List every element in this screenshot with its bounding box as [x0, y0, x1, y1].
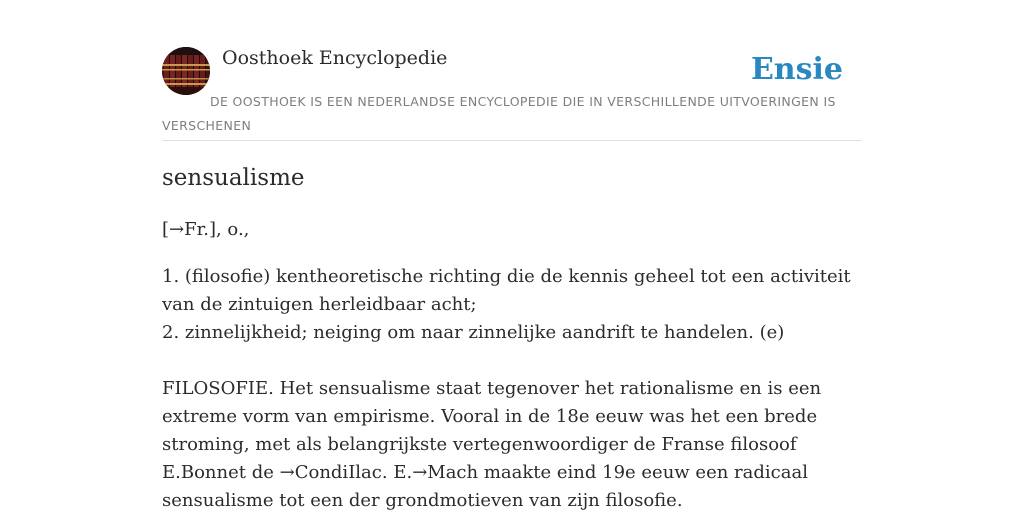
definition-2: 2. zinnelijkheid; neiging om naar zinnelijke aandrift te handelen. (e) — [162, 322, 785, 343]
entry-paragraph — [162, 375, 862, 512]
mach-link[interactable]: →Mach — [412, 462, 479, 483]
site-tagline: DE OOSTHOEK IS EEN NEDERLANDSE ENCYCLOPEDIE DIE IN VERSCHILLENDE UITVOERINGEN IS VERSCHENEN — [162, 94, 836, 133]
definition-1: 1. (filosofie) kentheoretische richting die de kennis geheel tot een activiteit van de zintuigen herleidbaar acht; — [162, 266, 851, 315]
entry-title: sensualisme — [162, 165, 305, 191]
site-header — [162, 46, 862, 141]
entry-grammar — [162, 216, 862, 244]
paragraph-part-1: FILOSOFIE. Het sensualisme staat tegenover het rationalisme en is een extreme vorm van empirisme. Vooral in de 18e eeuw was het een brede stroming, met als belangrijkste vertegenwoordiger de Franse filosoof E.Bonnet de — [162, 378, 822, 483]
grammar-rest: ], o., — [208, 219, 250, 240]
paragraph-part-2: E. — [387, 462, 413, 483]
ensie-logo[interactable]: Ensie — [750, 52, 843, 87]
grammar-open-bracket: [ — [162, 219, 170, 240]
site-title[interactable]: Oosthoek Encyclopedie — [222, 47, 448, 69]
entry-content — [162, 216, 862, 512]
encyclopedia-avatar[interactable] — [162, 47, 210, 95]
page-container — [162, 0, 862, 512]
etymology-link[interactable]: →Fr. — [169, 219, 209, 240]
paragraph-part-3: maakte eind 19e eeuw een radicaal sensualisme tot een der grondmotieven van zijn filosofie. — [162, 462, 808, 511]
definitions — [162, 263, 862, 347]
books-icon — [162, 47, 210, 95]
condillac-link[interactable]: →CondiIlac. — [279, 462, 388, 483]
